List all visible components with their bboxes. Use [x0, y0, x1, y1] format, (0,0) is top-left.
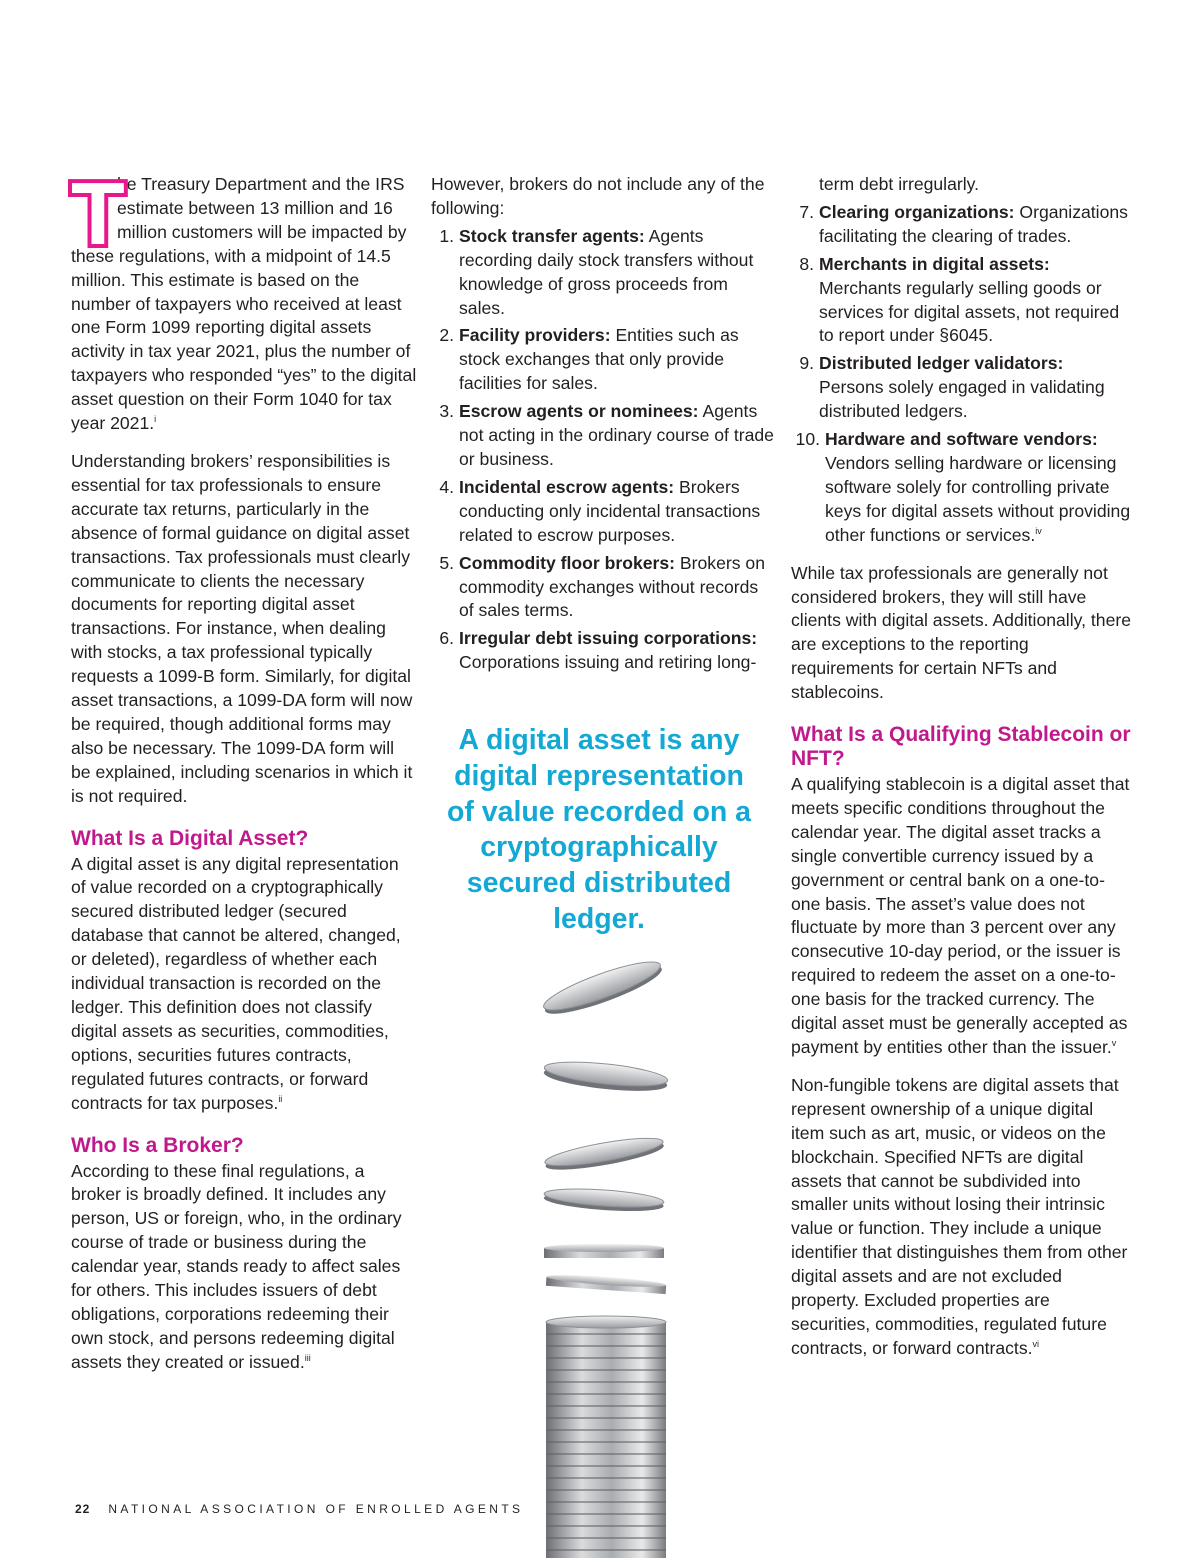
- broker-heading: Who Is a Broker?: [71, 1133, 244, 1157]
- brokers-responsibilities-paragraph: Understanding brokers’ responsibilities is essential for tax professionals to ensure accurate tax returns, particularly in the absence of formal guidance on digital asset transactions. Tax professionals must clearly communicate to clients the necessary documents for reporting digital asset transactions. For instance, when dealing with stocks, a tax professional typically requests a 1099-B form. Similarly, for digital asset transactions, a 1099-DA form will now be required, though additional forms may also be necessary. The 1099-DA form will be explained, including scenarios in which it is not required.: [71, 450, 413, 806]
- list-item: 9. Distributed ledger validators: Persons solely engaged in validating distributed ledgers.: [799, 353, 1105, 422]
- coin-stack: [546, 1316, 666, 1558]
- column-3: [791, 173, 1131, 1375]
- list-item: 2. Facility providers: Entities such as stock exchanges that only provide facilities for sales.: [439, 325, 739, 394]
- digital-asset-paragraph: A digital asset is any digital representation of value recorded on a cryptographically secured distributed ledger (secured database that cannot be altered, changed, or deleted), regardless of whether each individual transaction is recorded on the ledger. This definition does not classify digital assets as securities, commodities, options, securities futures contracts, regulated futures contracts, or forward contracts for tax purposes.$^{ii}$: [71, 853, 401, 1113]
- exclusions-list: [431, 225, 776, 675]
- list-item: 5. Commodity floor brokers: Brokers on commodity exchanges without records of sales terms.: [439, 552, 765, 621]
- stablecoin-paragraph: A qualifying stablecoin is a digital asset that meets specific conditions throughout the calendar year. The digital asset tracks a single convertible currency issued by a government or central bank on a one-to-one basis. The asset’s value does not fluctuate by more than 3 percent over any consecutive 10-day period, or the issuer is required to redeem the asset on a one-to-one basis for the tracked currency. The digital asset must be generally accepted as payment by entities other than the issuer.$^v$: [791, 774, 1130, 1057]
- column-1: [71, 164, 417, 1389]
- list-item: 7. Clearing organizations: Organizations facilitating the clearing of trades.: [799, 201, 1128, 246]
- stablecoin-heading: What Is a Qualifying Stablecoin or NFT?: [791, 723, 1131, 771]
- column-2: [431, 173, 776, 679]
- page-footer: [75, 1502, 524, 1520]
- nft-paragraph: Non-fungible tokens are digital assets that represent ownership of a unique digital item such as art, music, or videos on the blockchain. Specified NFTs are digital assets that cannot be subdivided into smaller units without losing their intrinsic value or function. They include a unique identifier that distinguishes them from other digital assets and are not excluded property. Excluded properties are securities, commodities, regulated future contracts, or forward contracts.$^{vi}$: [791, 1074, 1128, 1358]
- list-item: 1. Stock transfer agents: Agents recording daily stock transfers without knowledge of gross proceeds from sales.: [439, 225, 754, 318]
- coin-falling: [543, 1186, 664, 1214]
- coin-falling: [543, 1133, 665, 1176]
- list-item: 3. Escrow agents or nominees: Agents not acting in the ordinary course of trade or business.: [439, 401, 774, 469]
- list-item: 8. Merchants in digital assets: Merchants regularly selling goods or services for digital assets, not required to report under §6045.: [799, 253, 1120, 346]
- list-continuation: term debt irregularly.: [819, 174, 980, 194]
- intro-paragraph: [71, 164, 417, 436]
- list-item: 10. Hardware and software vendors: Vendors selling hardware or licensing software solely for controlling private keys for digital assets without providing other functions or services.$^{iv}$: [795, 429, 1131, 545]
- footnote-ref: i: [154, 414, 157, 425]
- footnote-ref: ii: [278, 1093, 283, 1104]
- list-item: 6. Irregular debt issuing corporations: Corporations issuing and retiring long-: [439, 628, 758, 673]
- coin-falling: [544, 1244, 664, 1258]
- exclusions-intro: However, brokers do not include any of the following:: [431, 174, 765, 218]
- drop-cap: T: [71, 164, 125, 263]
- intro-text: he Treasury Department and the IRS estimate between 13 million and 16 million customers will be impacted by these regulations, with a midpoint of 14.5 million. This estimate is based on the number of taxpayers who received at least one Form 1099 reporting digital assets activity in tax year 2021, plus the number of taxpayers who responded “yes” to the digital asset question on their Form 1040 for tax year 2021.: [71, 174, 417, 434]
- footnote-ref: vi: [1032, 1338, 1040, 1349]
- broker-paragraph: According to these final regulations, a broker is broadly defined. It includes any person, US or foreign, who, in the ordinary course of trade or business during the calendar year, stands ready to affect sales for others. This includes issuers of debt obligations, corporations redeeming their own stock, and persons redeeming digital assets they created or issued.$^{iii}$: [71, 1160, 402, 1372]
- coin-falling: [540, 954, 666, 1023]
- coin-falling: [543, 1058, 669, 1096]
- falling-coins-illustration: [520, 950, 700, 1558]
- coin-falling: [546, 1273, 667, 1294]
- page-number: 22: [75, 1502, 91, 1516]
- publication-name: NATIONAL ASSOCIATION OF ENROLLED AGENTS: [108, 1502, 524, 1516]
- footnote-ref: iii: [304, 1352, 311, 1363]
- digital-asset-heading: What Is a Digital Asset?: [71, 826, 309, 850]
- footnote-ref: v: [1111, 1038, 1117, 1048]
- pull-quote: A digital asset is any digital representation of value recorded on a cryptographically secured distributed ledger.: [446, 724, 752, 935]
- list-item: 4. Incidental escrow agents: Brokers conducting only incidental transactions related to escrow purposes.: [439, 476, 761, 545]
- tax-professionals-paragraph: While tax professionals are generally not considered brokers, they will still have clients with digital assets. Additionally, there are exceptions to the reporting requirements for certain NFTs and stablecoins.: [791, 562, 1131, 703]
- exclusions-list-continued: [791, 201, 1131, 548]
- footnote-ref: iv: [1035, 525, 1042, 536]
